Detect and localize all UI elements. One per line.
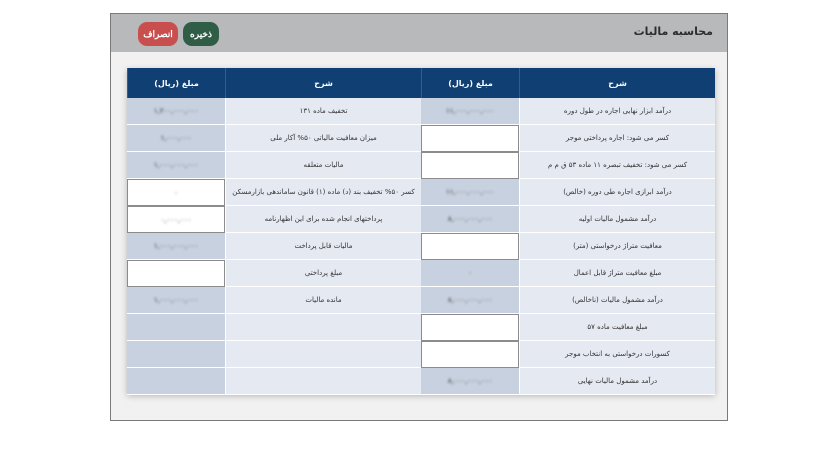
row-description: مبلغ پرداختی xyxy=(225,260,421,287)
amount-value xyxy=(421,287,519,314)
table-row xyxy=(127,260,421,287)
row-description: درآمد مشمول مالیات نهایی xyxy=(519,368,715,395)
row-description: مانده مالیات xyxy=(225,287,421,314)
amount-text: ۱,۰۰۰,۰۰۰ xyxy=(160,134,192,142)
header-bar xyxy=(111,14,727,52)
tax-table-header xyxy=(127,68,421,98)
row-description: مالیات قابل پرداخت xyxy=(225,233,421,260)
row-description xyxy=(225,314,421,341)
amount-value xyxy=(421,179,519,206)
column-header-amount: مبلغ (ریال) xyxy=(127,68,225,98)
row-description: تخفیف ماده ۱۳۱ xyxy=(225,98,421,125)
table-row xyxy=(127,98,421,125)
row-description: مبلغ معافیت ماده ۵۷ xyxy=(519,314,715,341)
table-row xyxy=(421,125,715,152)
amount-value xyxy=(421,98,519,125)
amount-value xyxy=(127,341,225,368)
tax-calculation-window xyxy=(110,13,728,421)
amount-input[interactable] xyxy=(421,314,519,341)
table-row xyxy=(421,233,715,260)
amount-text: ۸,۰۰۰,۰۰۰,۰۰۰ xyxy=(447,215,493,223)
row-description: کسر می شود: اجاره پرداختی موجر xyxy=(519,125,715,152)
amount-text: ۱,۰۰۰,۰۰۰,۰۰۰ xyxy=(153,161,199,169)
table-row xyxy=(127,206,421,233)
column-header-desc: شرح xyxy=(225,68,421,98)
amount-input[interactable] xyxy=(421,125,519,152)
page-title: محاسبه مالیات xyxy=(633,25,713,38)
amount-input[interactable] xyxy=(421,341,519,368)
amount-text: ۱,۰۰۰,۰۰۰,۰۰۰ xyxy=(153,296,199,304)
row-description: میزان معافیت مالیاتی ۵۰% آکار ملی xyxy=(225,125,421,152)
table-row xyxy=(127,125,421,152)
table-row xyxy=(421,98,715,125)
table-row xyxy=(421,287,715,314)
table-row xyxy=(421,152,715,179)
income-table-header xyxy=(421,68,715,98)
table-row xyxy=(127,314,421,341)
amount-text: ۱۱,۰۰۰,۰۰۰,۰۰۰ xyxy=(445,188,495,196)
table-row xyxy=(421,314,715,341)
save-button[interactable]: ذخیره xyxy=(183,22,219,46)
row-description: درآمد مشمول مالیات اولیه xyxy=(519,206,715,233)
table-row xyxy=(421,341,715,368)
row-description: مبلغ معافیت متراژ قابل اعمال xyxy=(519,260,715,287)
row-description xyxy=(225,368,421,395)
amount-text: ۱۱,۰۰۰,۰۰۰,۰۰۰ xyxy=(445,107,495,115)
amount-text: ۸,۰۰۰,۰۰۰,۰۰۰ xyxy=(447,296,493,304)
amount-input[interactable] xyxy=(127,206,225,233)
amount-value xyxy=(127,287,225,314)
amount-value xyxy=(421,206,519,233)
row-description: معافیت متراژ درخواستی (متر) xyxy=(519,233,715,260)
amount-value xyxy=(421,260,519,287)
amount-text: ۰,۰۰۰,۰۰۰ xyxy=(160,215,192,224)
amount-value xyxy=(421,368,519,395)
row-description: کسر ۵۰% تخفیف بند (د) ماده (۱) قانون ساماندهی بازارمسکن xyxy=(225,179,421,206)
row-description: درآمد مشمول مالیات (ناخالص) xyxy=(519,287,715,314)
table-row xyxy=(421,260,715,287)
amount-value xyxy=(127,152,225,179)
tax-tables-card xyxy=(127,68,715,394)
table-row xyxy=(127,152,421,179)
amount-input[interactable] xyxy=(421,152,519,179)
row-description: کسورات درخواستی به انتخاب موجر xyxy=(519,341,715,368)
column-header-amount: مبلغ (ریال) xyxy=(421,68,519,98)
amount-value xyxy=(127,125,225,152)
column-header-desc: شرح xyxy=(519,68,715,98)
cancel-button[interactable]: انصراف xyxy=(138,22,178,46)
table-row xyxy=(421,179,715,206)
amount-input[interactable] xyxy=(421,233,519,260)
row-description: پرداختهای انجام شده برای این اظهارنامه xyxy=(225,206,421,233)
row-description: درآمد ابرازی اجاره طی دوره (خالص) xyxy=(519,179,715,206)
row-description: مالیات متعلقه xyxy=(225,152,421,179)
amount-value xyxy=(127,368,225,395)
amount-text: ۰ xyxy=(468,269,472,277)
table-row xyxy=(127,341,421,368)
income-table xyxy=(421,68,715,395)
tax-table xyxy=(127,68,421,395)
table-row xyxy=(127,233,421,260)
amount-value xyxy=(127,98,225,125)
amount-text: ۸,۰۰۰,۰۰۰,۰۰۰ xyxy=(447,377,493,385)
amount-value xyxy=(127,233,225,260)
table-row xyxy=(127,368,421,395)
row-description xyxy=(225,341,421,368)
amount-input[interactable] xyxy=(127,179,225,206)
table-row xyxy=(421,368,715,395)
amount-text: ۱,۲۰۰,۰۰۰,۰۰۰ xyxy=(153,107,199,115)
table-row xyxy=(127,287,421,314)
table-row xyxy=(421,206,715,233)
amount-text: ۰ xyxy=(174,188,178,197)
row-description: درآمد ابزار نهایی اجاره در طول دوره xyxy=(519,98,715,125)
amount-value xyxy=(127,314,225,341)
amount-input[interactable] xyxy=(127,260,225,287)
amount-text: ۱,۰۰۰,۰۰۰,۰۰۰ xyxy=(153,242,199,250)
row-description: کسر می شود: تخفیف تبصره ۱۱ ماده ۵۳ ق م م xyxy=(519,152,715,179)
table-row xyxy=(127,179,421,206)
